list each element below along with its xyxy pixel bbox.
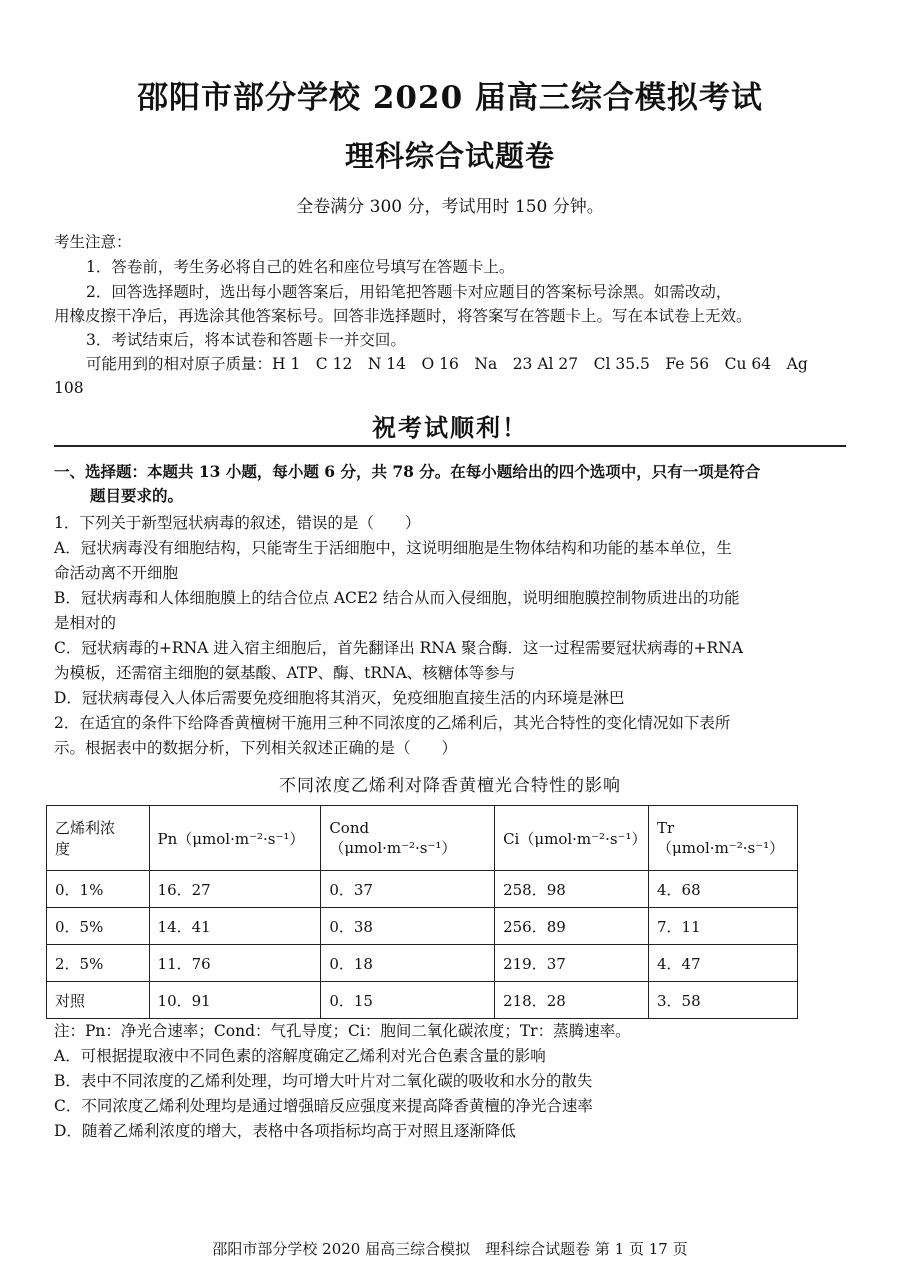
notice-item-3: 3．考试结束后，将本试卷和答题卡一并交回。: [86, 331, 406, 349]
q1-option-c-line-1: C．冠状病毒的+RNA 进入宿主细胞后，首先翻译出 RNA 聚合酶．这一过程需要冠状病毒的+RNA: [54, 639, 743, 657]
atomic-mass-line-2: 108: [54, 379, 84, 397]
atomic-mass-line-1: 可能用到的相对原子质量：H 1 C 12 N 14 O 16 Na 23 Al 27 Cl 35.5 Fe 56 Cu 64 Ag: [86, 355, 808, 373]
table-note: 注：Pn：净光合速率；Cond：气孔导度；Ci：胞间二氧化碳浓度；Tr：蒸腾速率。: [54, 1022, 631, 1040]
table-cell: 0．1%: [47, 871, 150, 908]
divider-rule: [54, 445, 846, 447]
table-cell: 0．37: [321, 871, 495, 908]
q1-stem: 1．下列关于新型冠状病毒的叙述，错误的是（ ）: [54, 514, 421, 532]
table-cell: 0．38: [321, 908, 495, 945]
q2-option-d: D．随着乙烯利浓度的增大，表格中各项指标均高于对照且逐渐降低: [54, 1122, 516, 1140]
q2-stem-line-2: 示。根据表中的数据分析，下列相关叙述正确的是（ ）: [54, 739, 458, 757]
section-heading-line-1: 一、选择题：本题共 13 小题，每小题 6 分，共 78 分。在每小题给出的四个选项中，只有一项是符合: [54, 462, 761, 481]
table-cell: 0．5%: [47, 908, 150, 945]
section-heading: [54, 460, 849, 508]
table-header-row: [47, 806, 798, 871]
q1-option-d: D．冠状病毒侵入人体后需要免疫细胞将其消灭，免疫细胞直接生活的内环境是淋巴: [54, 689, 625, 707]
table-row: [47, 945, 798, 982]
header-ci: Ci（μmol·m⁻²·s⁻¹）: [495, 806, 649, 871]
q1-option-a-line-1: A．冠状病毒没有细胞结构，只能寄生于活细胞中，这说明细胞是生物体结构和功能的基本单位，生: [54, 539, 732, 557]
data-table: [46, 805, 798, 1019]
notice-heading: 考生注意：: [54, 233, 132, 251]
table-cell: 对照: [47, 982, 150, 1019]
header-tr: Tr（μmol·m⁻²·s⁻¹）: [649, 806, 798, 871]
table-row: [47, 871, 798, 908]
q2-option-a: A．可根据提取液中不同色素的溶解度确定乙烯利对光合色素含量的影响: [54, 1047, 546, 1065]
q2-option-b: B．表中不同浓度的乙烯利处理，均可增大叶片对二氧化碳的吸收和水分的散失: [54, 1072, 593, 1090]
table-cell: 256．89: [495, 908, 649, 945]
exam-subtitle: 理科综合试题卷: [344, 139, 555, 173]
section-heading-line-2: 题目要求的。: [90, 486, 184, 505]
header-pn: Pn（μmol·m⁻²·s⁻¹）: [149, 806, 321, 871]
header-concentration: [47, 806, 150, 871]
q1-option-b-line-2: 是相对的: [54, 614, 117, 632]
header-cond: Cond（μmol·m⁻²·s⁻¹）: [321, 806, 495, 871]
table-cell: 4．47: [649, 945, 798, 982]
table-cell: 10．91: [149, 982, 321, 1019]
notice-item-2-line-2: 用橡皮擦干净后，再选涂其他答案标号。回答非选择题时，将答案写在答题卡上。写在本试卷上无效。: [54, 307, 752, 325]
table-cell: 16．27: [149, 871, 321, 908]
table-cell: 0．15: [321, 982, 495, 1019]
q1-option-b-line-1: B．冠状病毒和人体细胞膜上的结合位点 ACE2 结合从而入侵细胞，说明细胞膜控制物质进出的功能: [54, 589, 740, 607]
q2-option-c: C．不同浓度乙烯利处理均是通过增强暗反应强度来提高降香黄檀的净光合速率: [54, 1097, 593, 1115]
table-cell: 258．98: [495, 871, 649, 908]
table-cell: 14．41: [149, 908, 321, 945]
table-cell: 2．5%: [47, 945, 150, 982]
table-cell: 3．58: [649, 982, 798, 1019]
table-cell: 0．18: [321, 945, 495, 982]
header-concentration-line-1: 乙烯利浓: [55, 819, 116, 837]
table-cell: 4．68: [649, 871, 798, 908]
notice-item-2-line-1: 2．回答选择题时，选出每小题答案后，用铅笔把答题卡对应题目的答案标号涂黑。如需改动，: [86, 283, 732, 301]
exam-title: 邵阳市部分学校 2020 届高三综合模拟考试: [137, 80, 763, 116]
q1-option-a-line-2: 命活动离不开细胞: [54, 564, 179, 582]
q1-option-c-line-2: 为模板，还需宿主细胞的氨基酸、ATP、酶、tRNA、核糖体等参与: [54, 664, 516, 682]
page-footer: 邵阳市部分学校 2020 届高三综合模拟 理科综合试题卷 第 1 页 17 页: [212, 1240, 688, 1258]
header-concentration-line-2: 度: [55, 840, 71, 858]
table-cell: 219．37: [495, 945, 649, 982]
good-luck-message: 祝考试顺利！: [372, 413, 528, 442]
notice-item-1: 1．答卷前，考生务必将自己的姓名和座位号填写在答题卡上。: [86, 258, 515, 276]
table-cell: 218．28: [495, 982, 649, 1019]
table-row: [47, 982, 798, 1019]
table-row: [47, 908, 798, 945]
table-cell: 7．11: [649, 908, 798, 945]
table-caption: 不同浓度乙烯利对降香黄檀光合特性的影响: [279, 776, 621, 796]
score-line: 全卷满分 300 分，考试用时 150 分钟。: [296, 197, 604, 217]
q2-stem-line-1: 2．在适宜的条件下给降香黄檀树干施用三种不同浓度的乙烯利后，其光合特性的变化情况如下表所: [54, 714, 731, 732]
table-cell: 11．76: [149, 945, 321, 982]
